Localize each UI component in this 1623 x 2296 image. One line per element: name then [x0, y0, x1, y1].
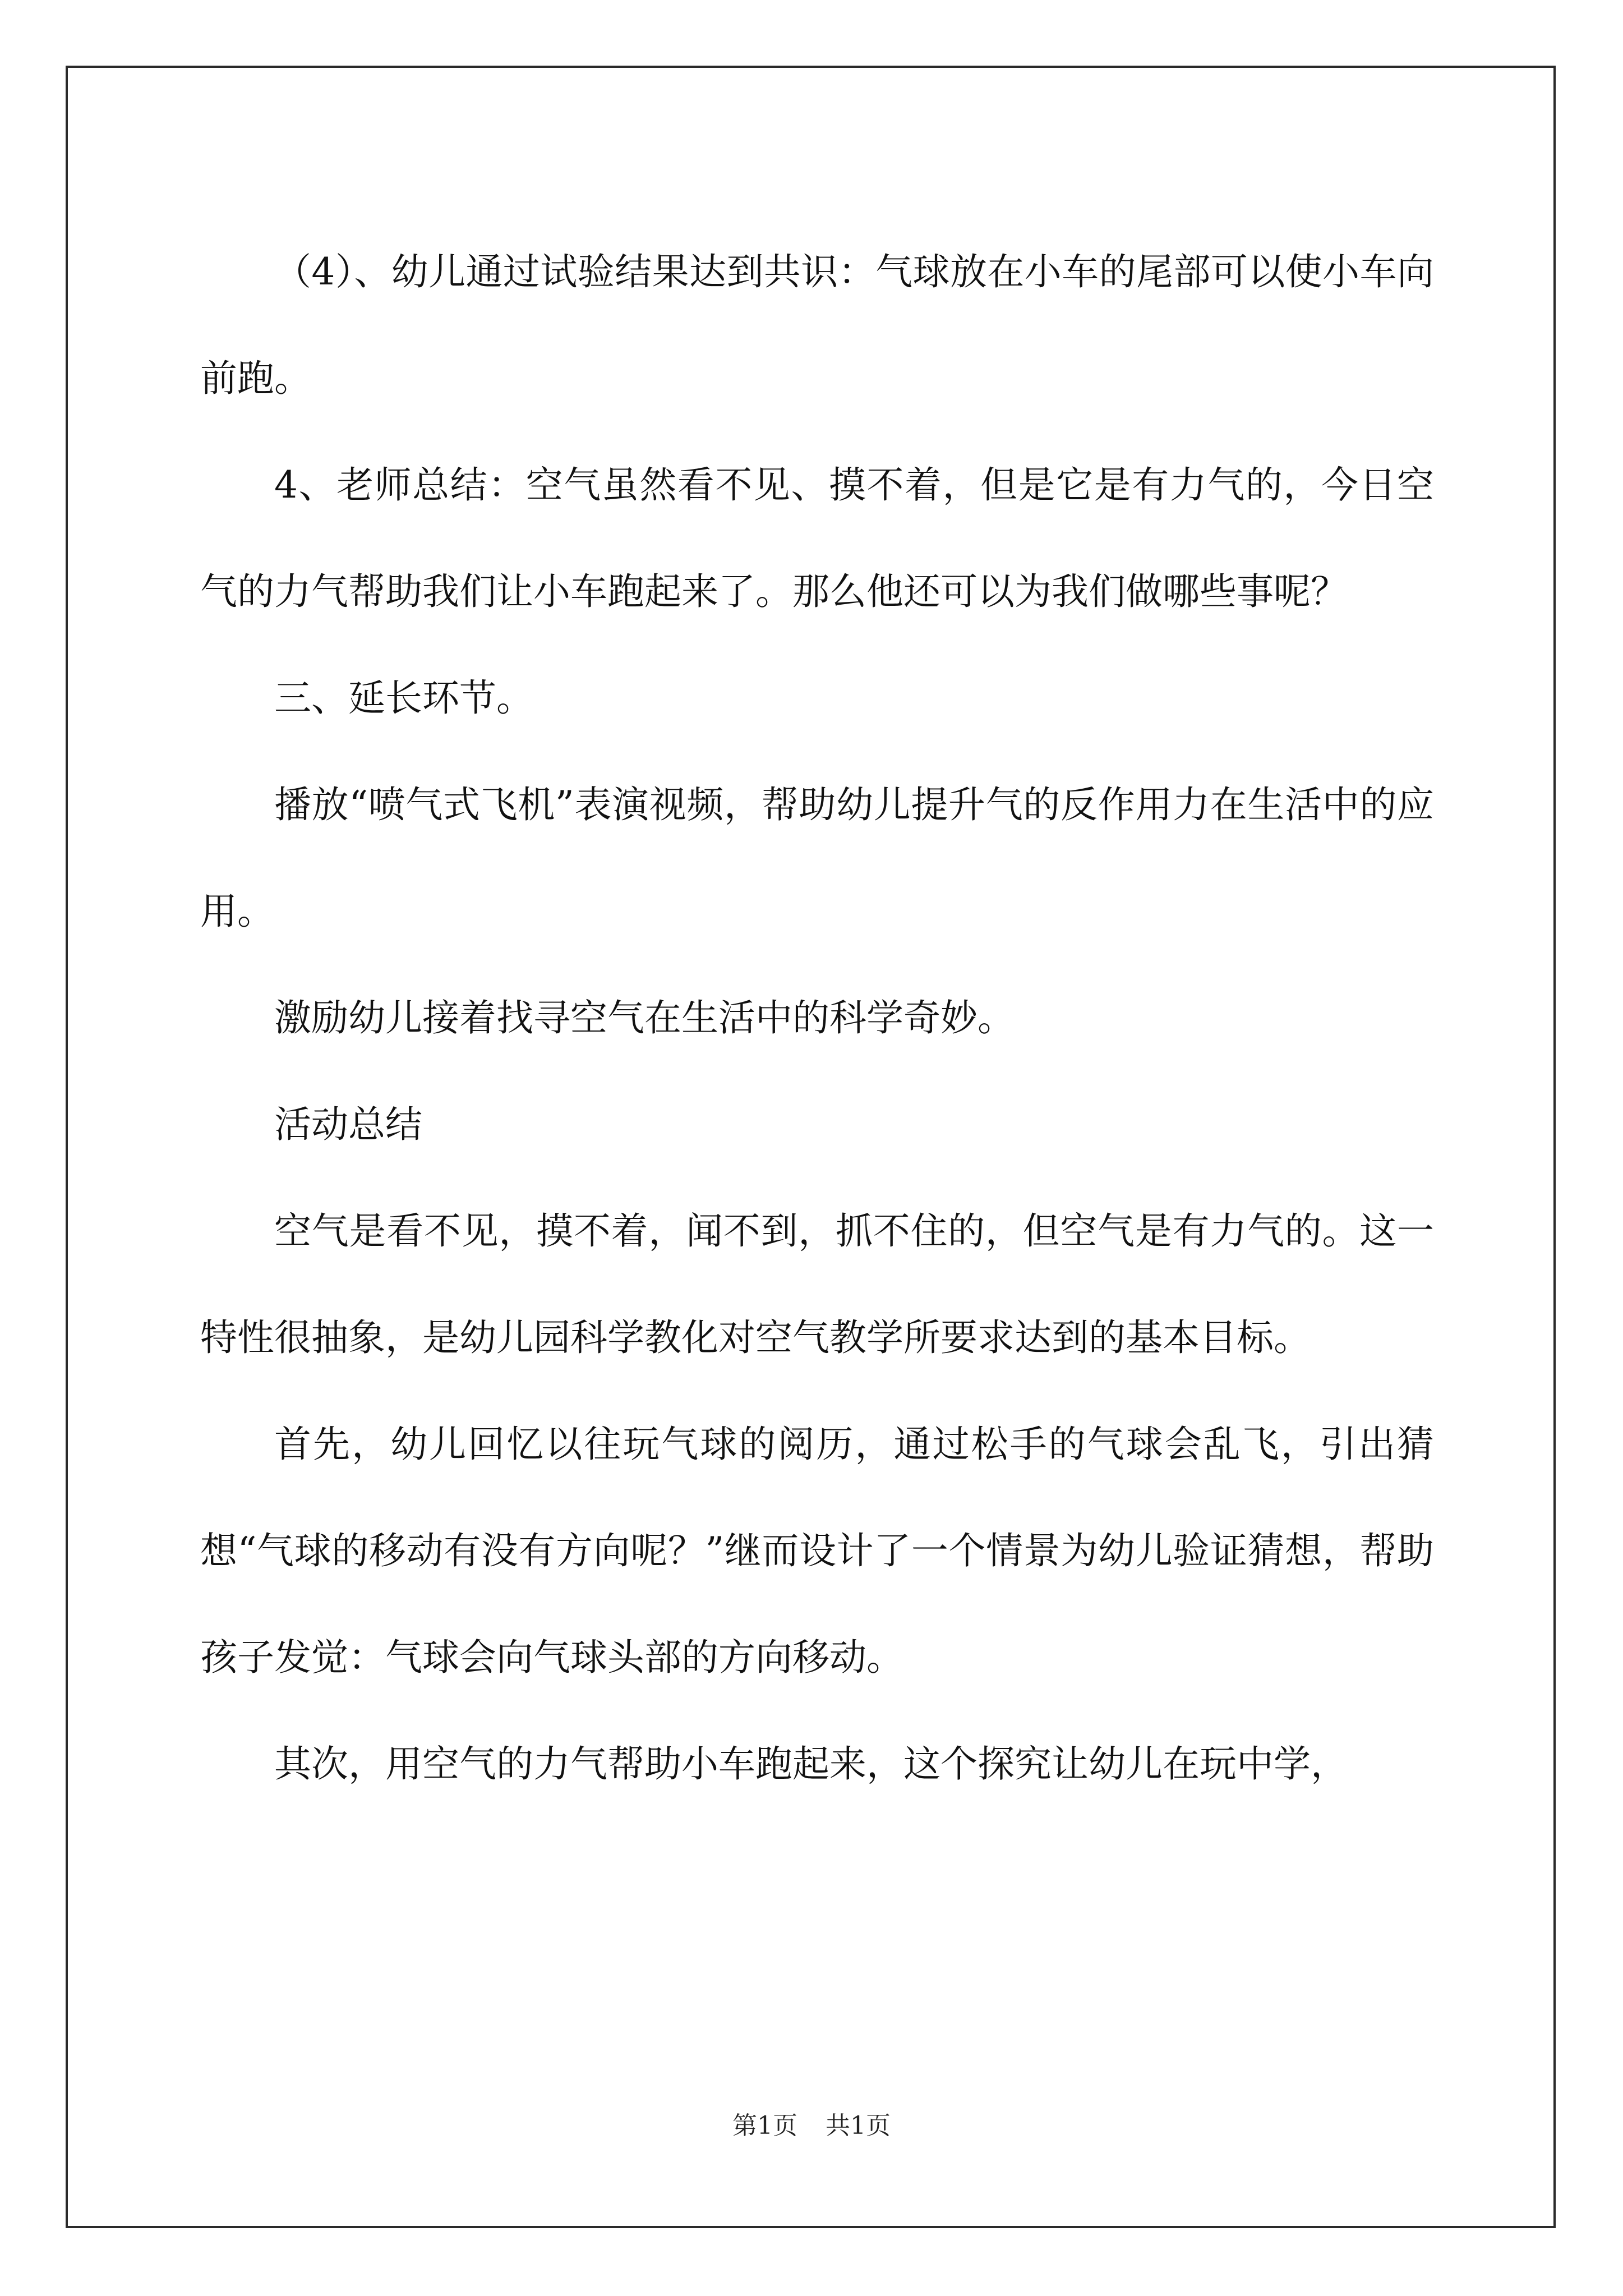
page-footer: [0, 2109, 1623, 2143]
paragraph: 4、老师总结：空气虽然看不见、摸不着，但是它是有力气的，今日空气的力气帮助我们让小车跑起来了。那么他还可以为我们做哪些事呢？: [200, 463, 1434, 613]
page-number: 第1页: [732, 2111, 797, 2140]
paragraph: （4）、幼儿通过试验结果达到共识：气球放在小车的尾部可以使小车向前跑。: [200, 250, 1434, 400]
paragraph: 其次，用空气的力气帮助小车跑起来，这个探究让幼儿在玩中学，: [274, 1742, 1348, 1786]
page-total: 共1页: [826, 2111, 891, 2140]
paragraph: 首先，幼儿回忆以往玩气球的阅历，通过松手的气球会乱飞，引出猜想“气球的移动有没有方向呢？”继而设计了一个情景为幼儿验证猜想，帮助孩子发觉：气球会向气球头部的方向移动。: [200, 1423, 1434, 1679]
document-body: [200, 219, 1434, 1818]
paragraph: 激励幼儿接着找寻空气在生活中的科学奇妙。: [274, 996, 1015, 1039]
paragraph: 三、延长环节。: [274, 677, 533, 720]
paragraph: 播放“喷气式飞机”表演视频，帮助幼儿提升气的反作用力在生活中的应用。: [200, 783, 1434, 933]
paragraph: 空气是看不见，摸不着，闻不到，抓不住的，但空气是有力气的。这一特性很抽象，是幼儿园科学教化对空气教学所要求达到的基本目标。: [200, 1209, 1434, 1359]
paragraph: 活动总结: [274, 1103, 422, 1146]
